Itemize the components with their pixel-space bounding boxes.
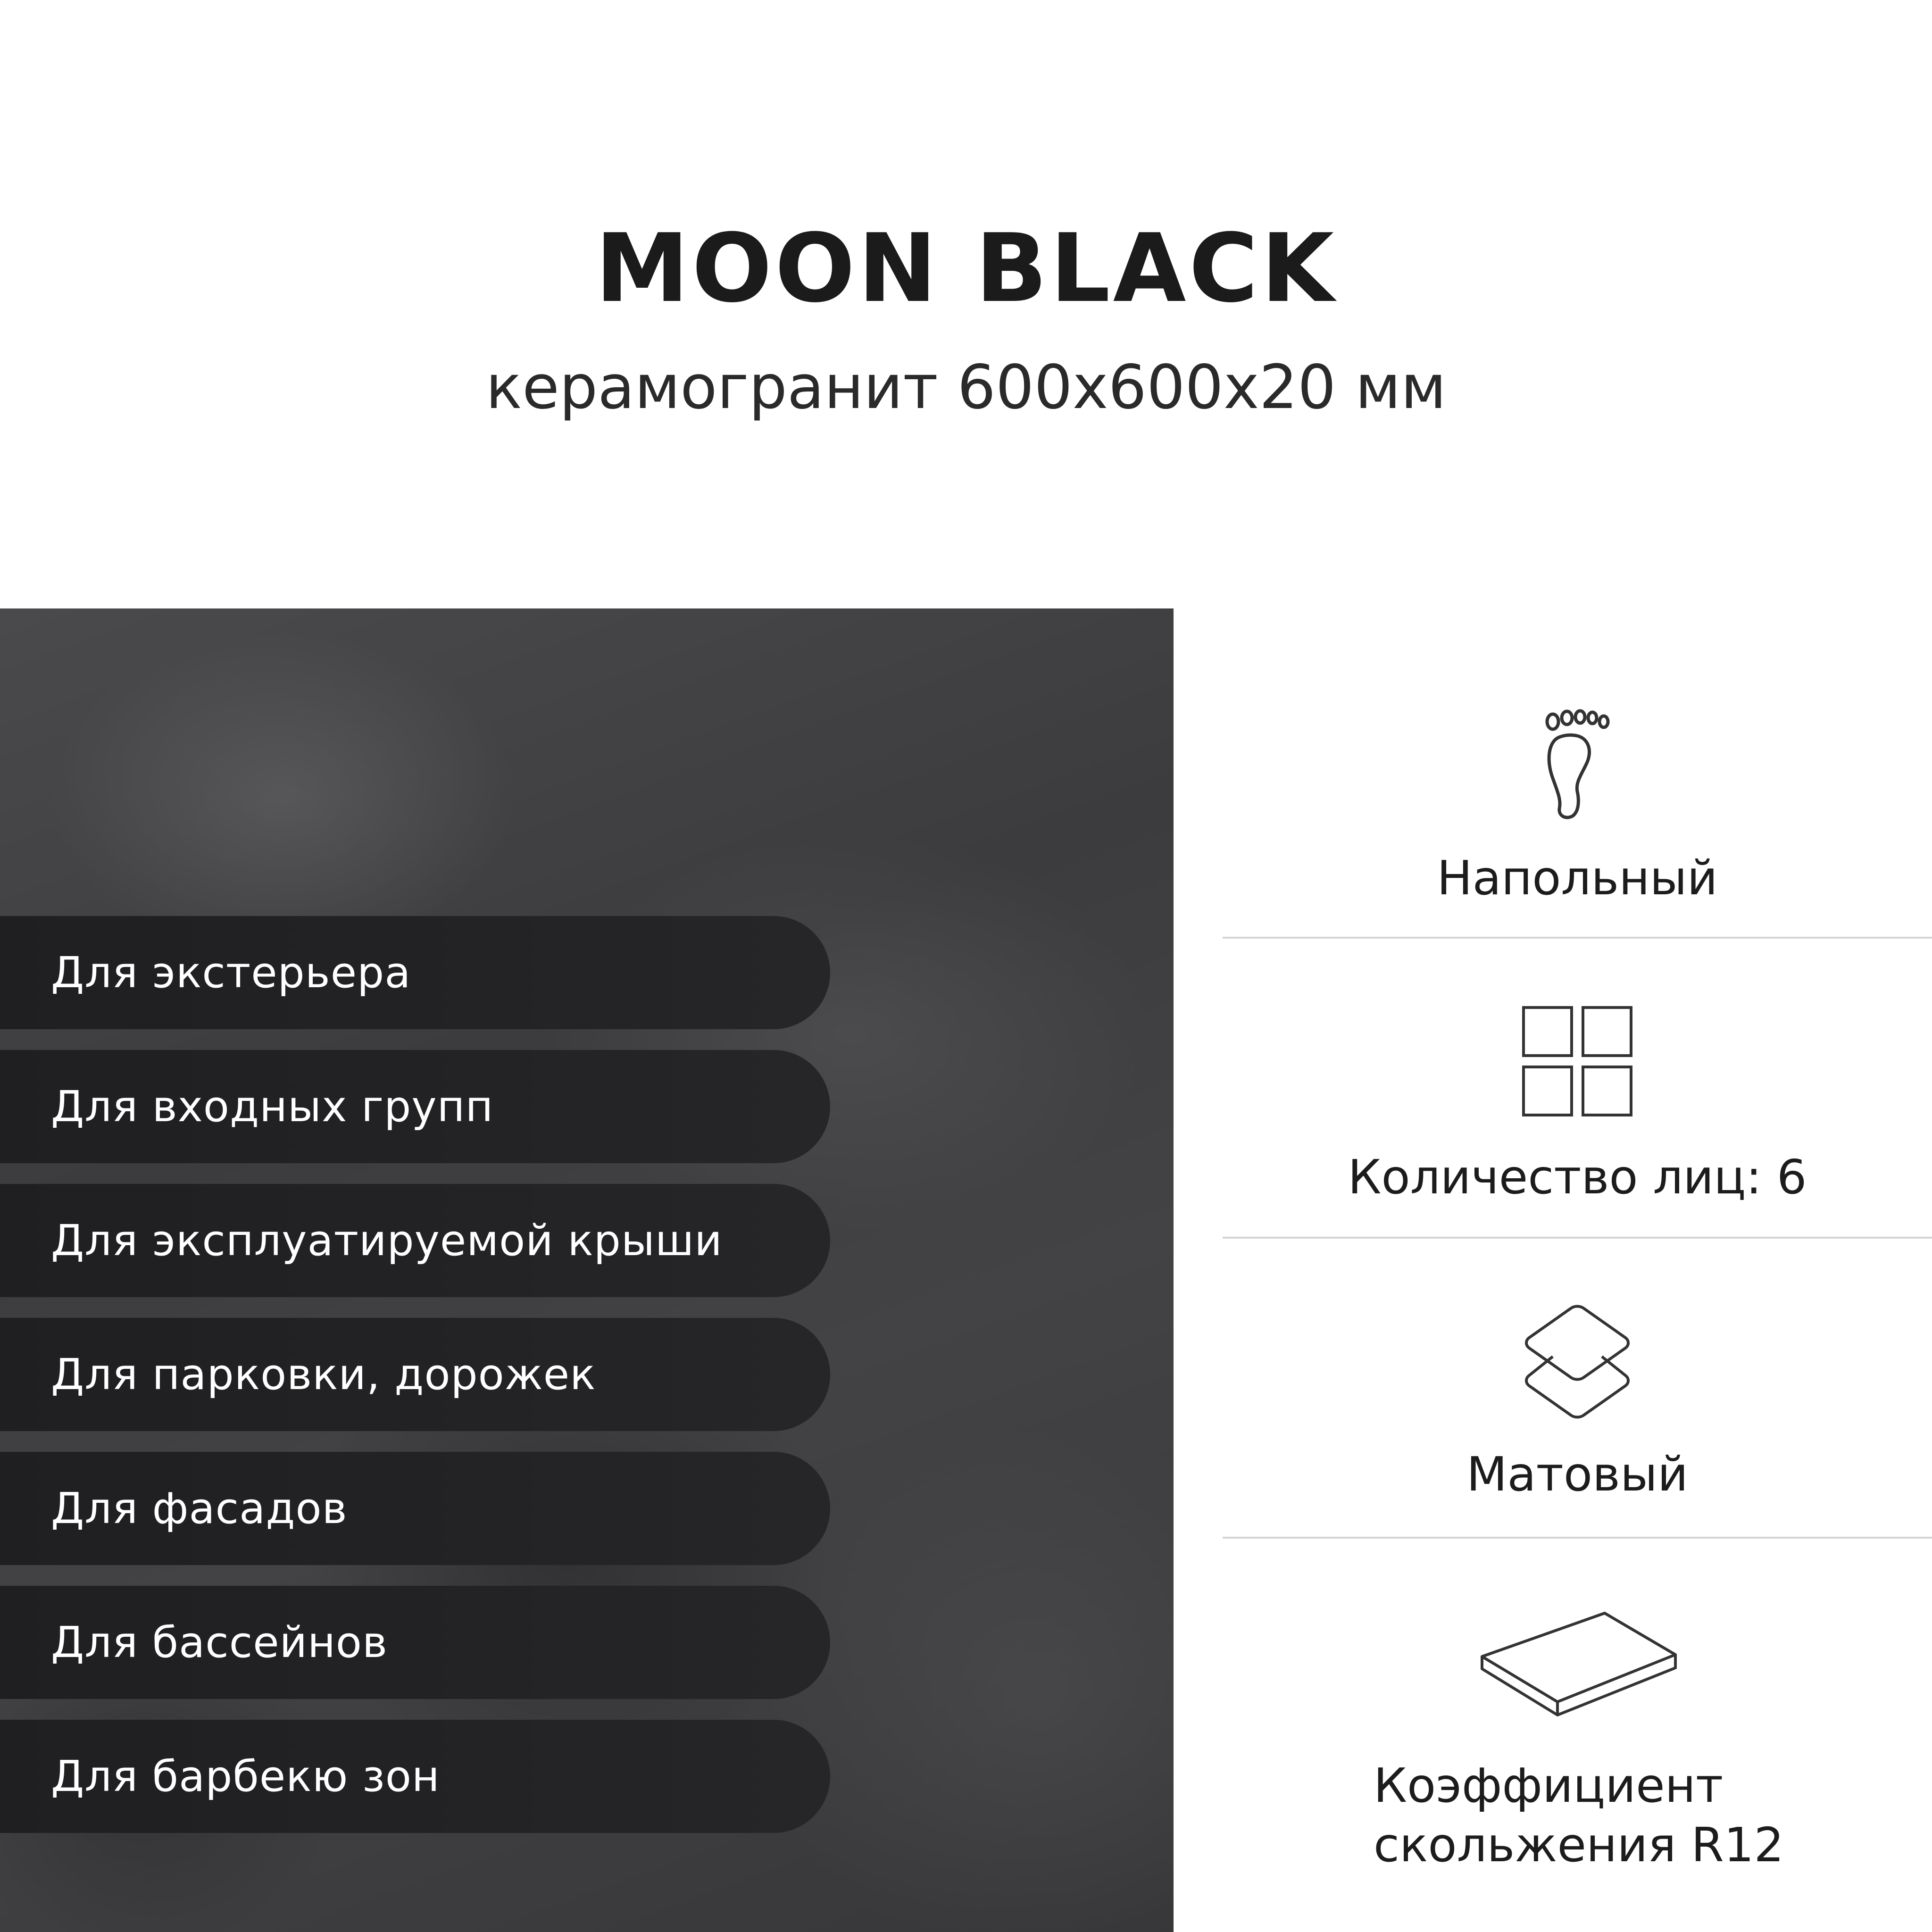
application-label: Для парковки, дорожек: [51, 1349, 596, 1399]
grid-four-squares-icon: [1521, 1005, 1634, 1118]
stacked-layers-icon: [1516, 1300, 1639, 1423]
application-pill: [0, 1318, 830, 1431]
tile-texture-panel: [0, 608, 1174, 1932]
feature-slip-label-line1: Коэффициент: [1374, 1758, 1724, 1813]
application-label: Для фасадов: [51, 1483, 348, 1533]
application-pill: [0, 1720, 830, 1833]
application-pill: [0, 916, 830, 1029]
feature-finish-label: Матовый: [1466, 1447, 1688, 1502]
application-pill: [0, 1586, 830, 1699]
application-pill: [0, 1184, 830, 1297]
feature-faces: [1223, 939, 1932, 1239]
product-subtitle: керамогранит 600x600x20 мм: [485, 352, 1447, 423]
application-label: Для эксплуатируемой крыши: [51, 1216, 723, 1266]
application-pill: [0, 1050, 830, 1163]
application-label: Для экстерьера: [51, 948, 411, 998]
footprint-icon: [1540, 708, 1615, 821]
features-column: [1223, 608, 1932, 1932]
feature-slip: [1223, 1539, 1932, 1932]
feature-faces-label: Количество лиц: 6: [1348, 1149, 1807, 1205]
feature-finish: [1223, 1239, 1932, 1539]
feature-floor: [1223, 608, 1932, 939]
application-label: Для входных групп: [51, 1082, 494, 1132]
header: [0, 0, 1932, 608]
feature-slip-label-line2: скольжения R12: [1374, 1817, 1784, 1873]
application-label: Для бассейнов: [51, 1617, 388, 1667]
slab-tile-icon: [1477, 1605, 1680, 1723]
feature-floor-label: Напольный: [1437, 850, 1718, 906]
product-title: MOON BLACK: [595, 214, 1337, 324]
application-pill: [0, 1452, 830, 1565]
application-label: Для барбекю зон: [51, 1751, 440, 1801]
